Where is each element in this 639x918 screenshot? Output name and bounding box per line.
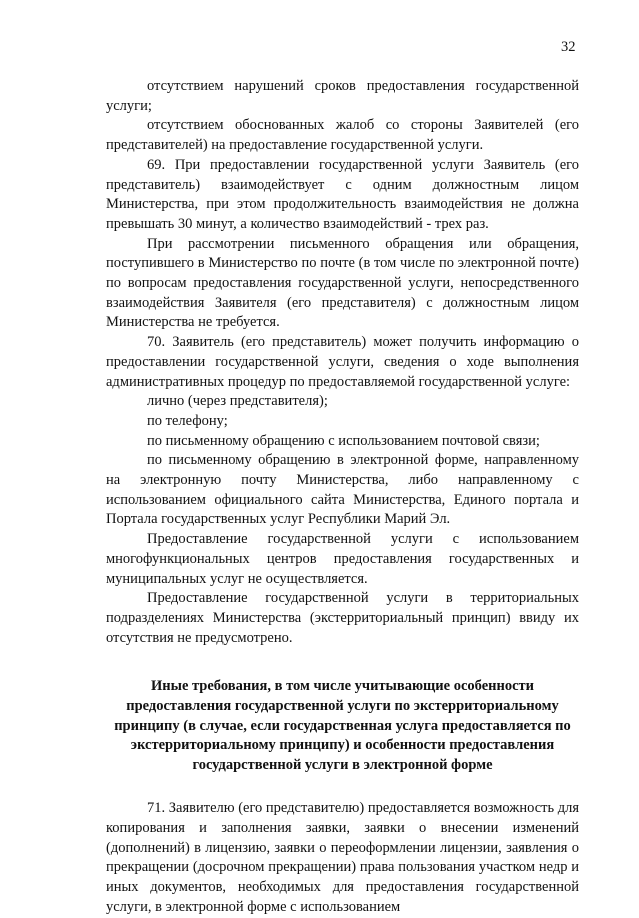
paragraph-territorial: Предоставление государственной услуги в территориальных подразделениях Министерства (экстерриториальный принцип) ввиду их отсутствия не предусмотрено. [106, 590, 579, 646]
list-item-in-person: лично (через представителя); [147, 393, 328, 410]
list-item-electronic: по письменному обращению в электронной форме, направленному на электронную почту Министерства, либо направленному с использованием официального сайта Министерства, Единого портала и Портала государственных услуг Республики Марий Эл. [106, 452, 579, 528]
paragraph-mfc: Предоставление государственной услуги с использованием многофункциональных центров предоставления государственных и муниципальных услуг не осуществляется. [106, 531, 579, 587]
list-item-phone: по телефону; [147, 412, 228, 429]
list-item-postal: по письменному обращению с использованием почтовой связи; [147, 432, 540, 449]
document-body [106, 77, 579, 918]
paragraph-70-information: 70. Заявитель (его представитель) может получить информацию о предоставлении государственной услуги, сведения о ходе выполнения административных процедур по предоставляемой государственной услуге: [106, 334, 579, 390]
page-number: 32 [561, 39, 576, 55]
section-heading: Иные требования, в том числе учитывающие особенности предоставления государственной услуги по экстерриториальному принципу (в случае, если государственная услуга предоставляется по экстерриториальному принципу) и особенности предоставления государственной услуги в электронной форме [114, 678, 571, 773]
paragraph-71-electronic-forms: 71. Заявителю (его представителю) предоставляется возможность для копирования и заполнения заявки, заявки о внесении изменений (дополнений) в лицензию, заявки о переоформлении лицензии, заявления о прекращении (досрочном прекращении) права пользования участком недр и иных документов, необходимых для предоставления государственной услуги, в электронной форме с использованием [106, 800, 579, 915]
paragraph-no-justified-complaints: отсутствием обоснованных жалоб со стороны Заявителей (его представителей) на предоставление государственной услуги. [106, 117, 579, 154]
paragraph-written-request: При рассмотрении письменного обращения или обращения, поступившего в Министерство по почте (в том числе по электронной почте) по вопросам предоставления государственной услуги, непосредственного взаимодействия Заявителя (его представителя) с должностным лицом Министерства не требуется. [106, 235, 579, 331]
paragraph-69-interaction: 69. При предоставлении государственной услуги Заявитель (его представитель) взаимодействует с одним должностным лицом Министерства, при этом продолжительность взаимодействия не должна превышать 30 минут, а количество взаимодействий - трех раз. [106, 156, 579, 232]
paragraph-no-deadline-violations: отсутствием нарушений сроков предоставления государственной услуги; [106, 78, 579, 114]
